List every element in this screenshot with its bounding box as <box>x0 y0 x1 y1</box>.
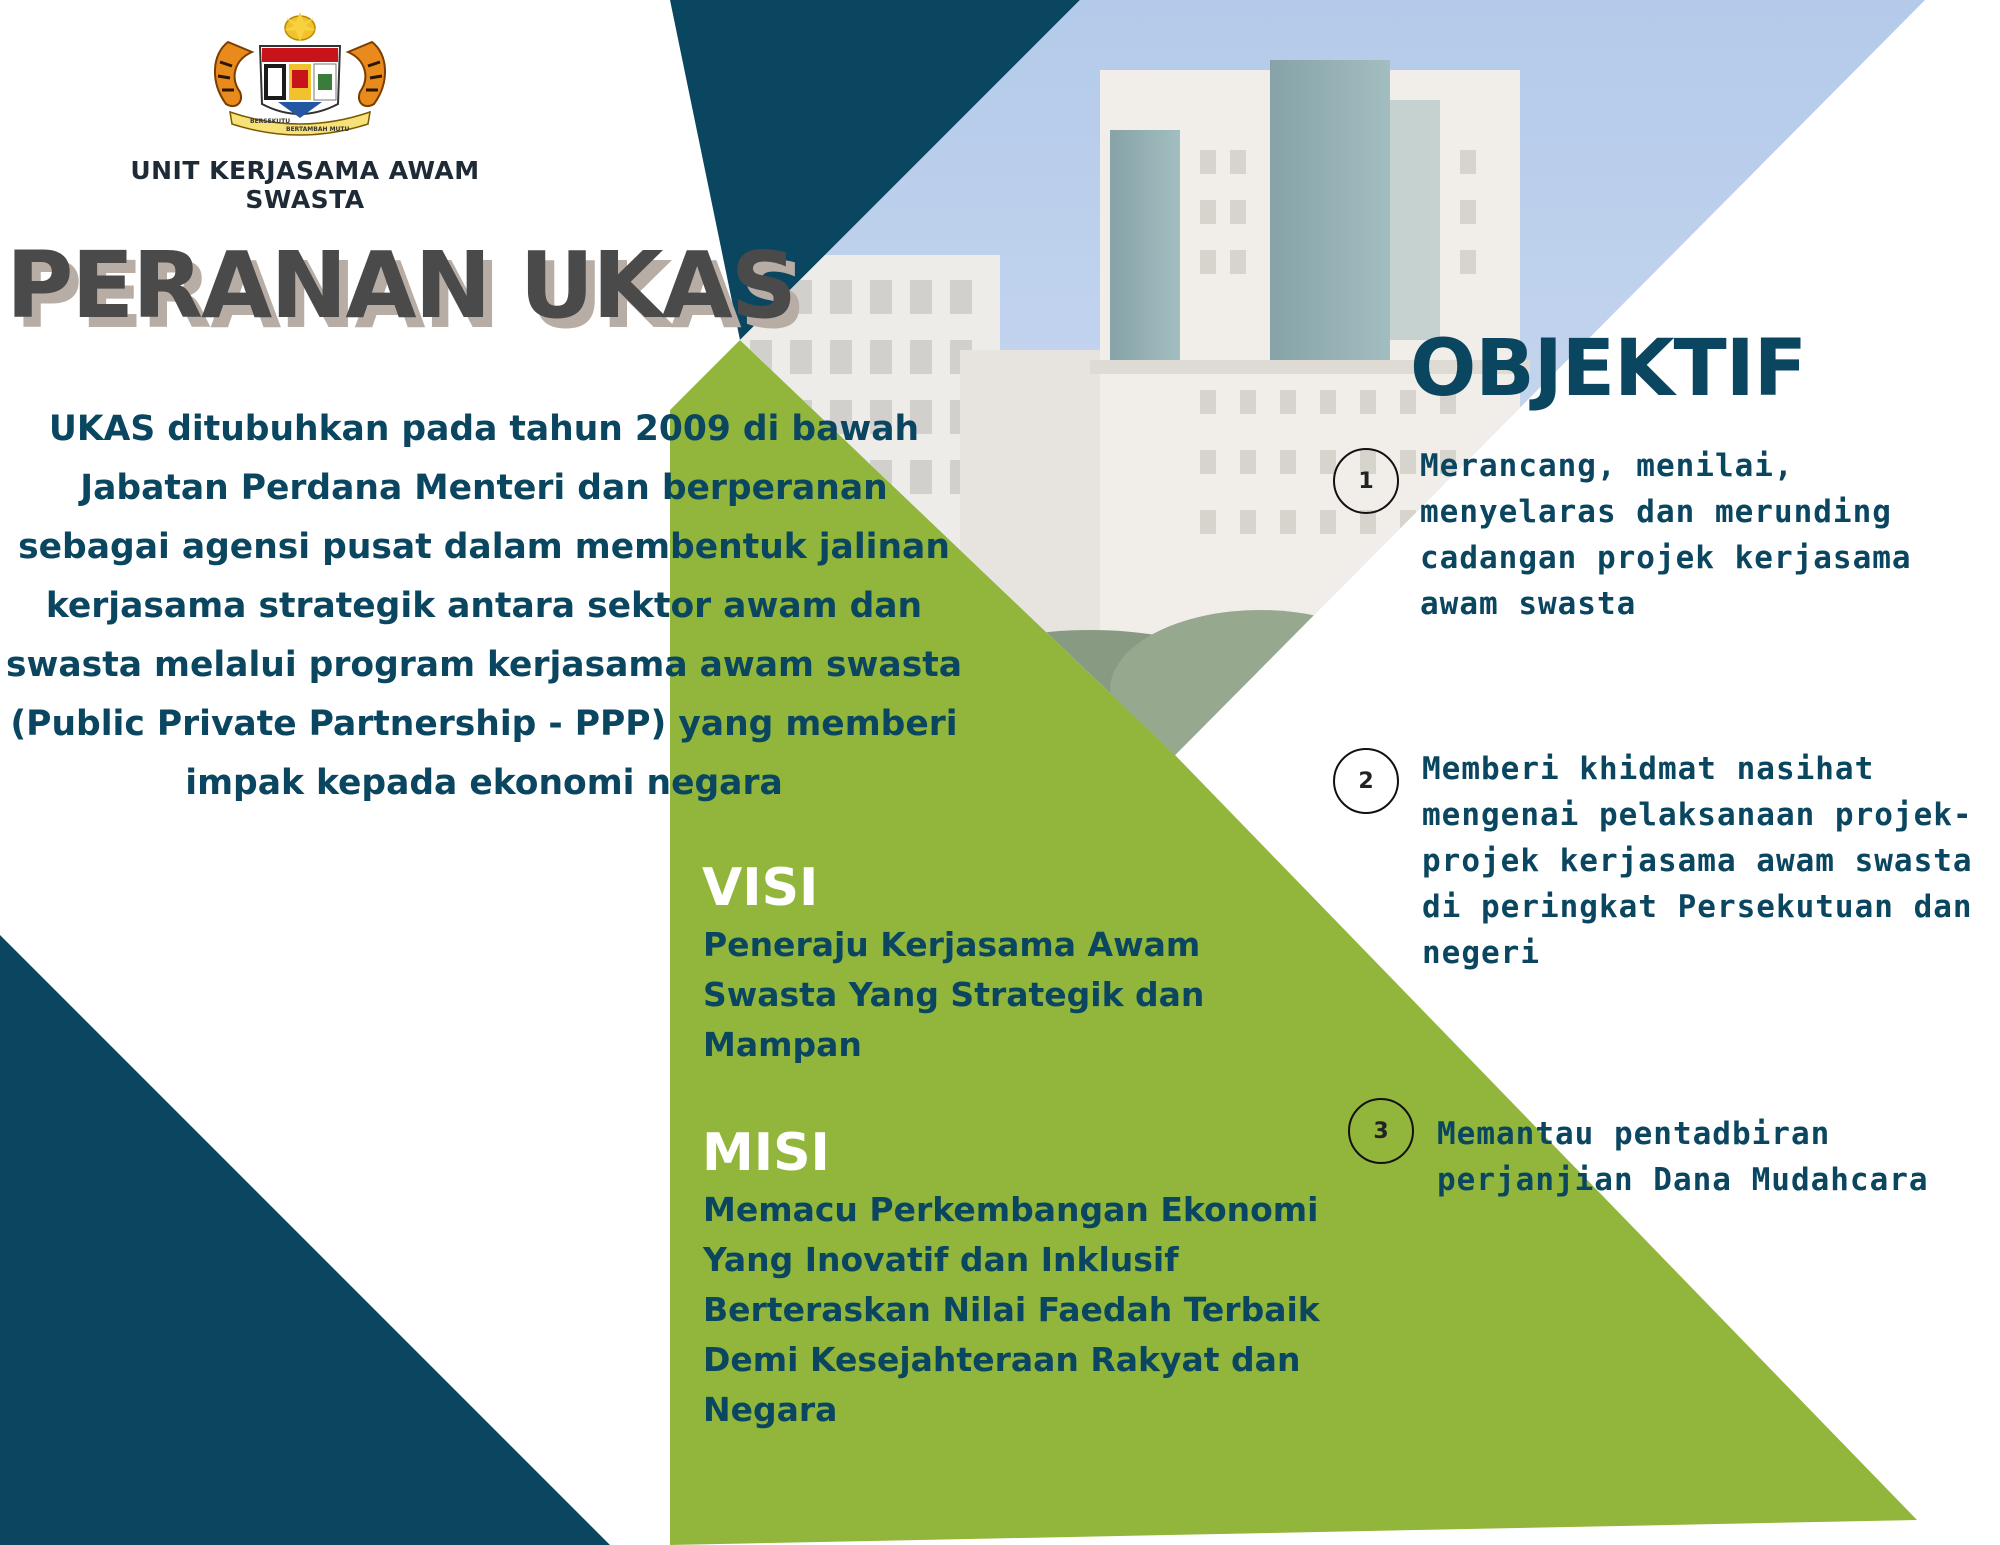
objective-1-number-badge: 1 <box>1333 448 1399 514</box>
visi-heading: VISI <box>702 858 819 918</box>
emblem-motto-right: BERTAMBAH MUTU <box>286 126 350 133</box>
objective-1-text: Merancang, menilai, menyelaras dan merunding cadangan projek kerjasama awam swasta <box>1420 448 1912 622</box>
misi-text: Memacu Perkembangan Ekonomi Yang Inovatif dan Inklusif Berteraskan Nilai Faedah Terbaik Demi Kesejahteraan Rakyat dan Negara <box>703 1190 1320 1429</box>
intro-paragraph: UKAS ditubuhkan pada tahun 2009 di bawah Jabatan Perdana Menteri dan berperanan sebagai agensi pusat dalam membentuk jalinan kerjasama strategik antara sektor awam dan swasta melalui program kerjasama awam swasta (Public Private Partnership - PPP) yang memberi impak kepada ekonomi negara <box>5 409 963 803</box>
visi-text: Peneraju Kerjasama Awam Swasta Yang Strategik dan Mampan <box>703 925 1205 1064</box>
emblem-motto-left: BERSEKUTU <box>250 118 291 125</box>
objective-2-number-badge: 2 <box>1333 748 1399 814</box>
navy-triangle-bottom <box>0 935 610 1545</box>
misi-heading: MISI <box>702 1123 830 1183</box>
objective-3-number-badge: 3 <box>1348 1098 1414 1164</box>
coat-of-arms-icon <box>200 12 400 142</box>
objective-3-text: Memantau pentadbiran perjanjian Dana Mudahcara <box>1437 1116 1929 1198</box>
objektif-heading: OBJEKTIF <box>1410 324 1807 414</box>
organization-name: UNIT KERJASAMA AWAM SWASTA <box>130 156 480 214</box>
page-title: PERANAN UKAS <box>6 232 795 339</box>
objective-2-text: Memberi khidmat nasihat mengenai pelaksanaan projek-projek kerjasama awam swasta di peringkat Persekutuan dan negeri <box>1422 751 1973 971</box>
